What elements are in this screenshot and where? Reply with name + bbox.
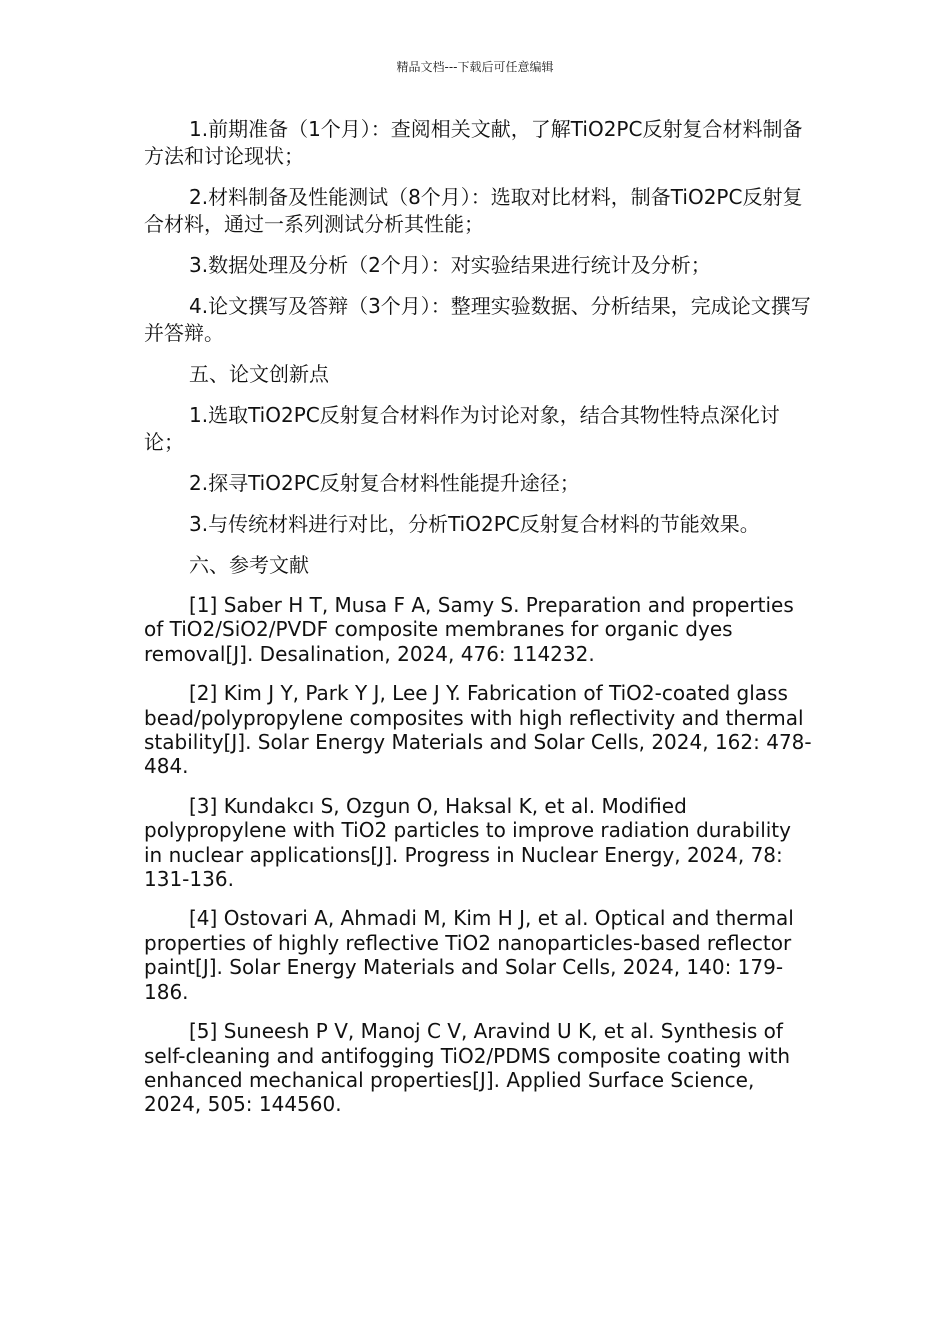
plan-item-4: 4.论文撰写及答辩（3个月）：整理实验数据、分析结果，完成论文撰写并答辩。 [144, 294, 811, 345]
reference-item-2: [2] Kim J Y, Park Y J, Lee J Y. Fabrication of TiO2-coated glass bead/polypropylene composites with high reflectivity and thermal stability[J]. Solar Energy Materials and Solar Cells, 2024, 162: 478-484. [144, 681, 812, 779]
section-heading-innovation: 五、论文创新点 [189, 362, 329, 386]
innovation-item-3: 3.与传统材料进行对比，分析TiO2PC反射复合材料的节能效果。 [189, 512, 760, 536]
reference-item-5: [5] Suneesh P V, Manoj C V, Aravind U K, et al. Synthesis of self-cleaning and antifogging TiO2/PDMS composite coating with enhanced mechanical properties[J]. Applied Surface Science, 2024, 505: 144560. [144, 1019, 791, 1117]
plan-item-2: 2.材料制备及性能测试（8个月）：选取对比材料，制备TiO2PC反射复合材料，通过一系列测试分析其性能； [144, 185, 803, 236]
innovation-item-2: 2.探寻TiO2PC反射复合材料性能提升途径； [189, 471, 580, 495]
section-heading-references: 六、参考文献 [189, 553, 309, 577]
reference-item-1: [1] Saber H T, Musa F A, Samy S. Preparation and properties of TiO2/SiO2/PVDF composite membranes for organic dyes removal[J]. Desalination, 2024, 476: 114232. [144, 593, 794, 666]
reference-item-3: [3] Kundakcı S, Ozgun O, Haksal K, et al. Modified polypropylene with TiO2 particles to improve radiation durability in nuclear applications[J]. Progress in Nuclear Energy, 2024, 78: 131-136. [144, 793, 791, 892]
document-body [144, 116, 812, 1132]
plan-item-3: 3.数据处理及分析（2个月）：对实验结果进行统计及分析； [189, 253, 711, 277]
page-header: 精品文档---下载后可任意编辑 [396, 60, 554, 74]
innovation-item-1: 1.选取TiO2PC反射复合材料作为讨论对象，结合其物性特点深化讨论； [144, 403, 780, 454]
reference-item-4: [4] Ostovari A, Ahmadi M, Kim H J, et al. Optical and thermal properties of highly reflective TiO2 nanoparticles-based reflector paint[J]. Solar Energy Materials and Solar Cells, 2024, 140: 179-186. [144, 906, 794, 1004]
plan-item-1: 1.前期准备（1个月）：查阅相关文献，了解TiO2PC反射复合材料制备方法和讨论现状； [144, 117, 803, 168]
